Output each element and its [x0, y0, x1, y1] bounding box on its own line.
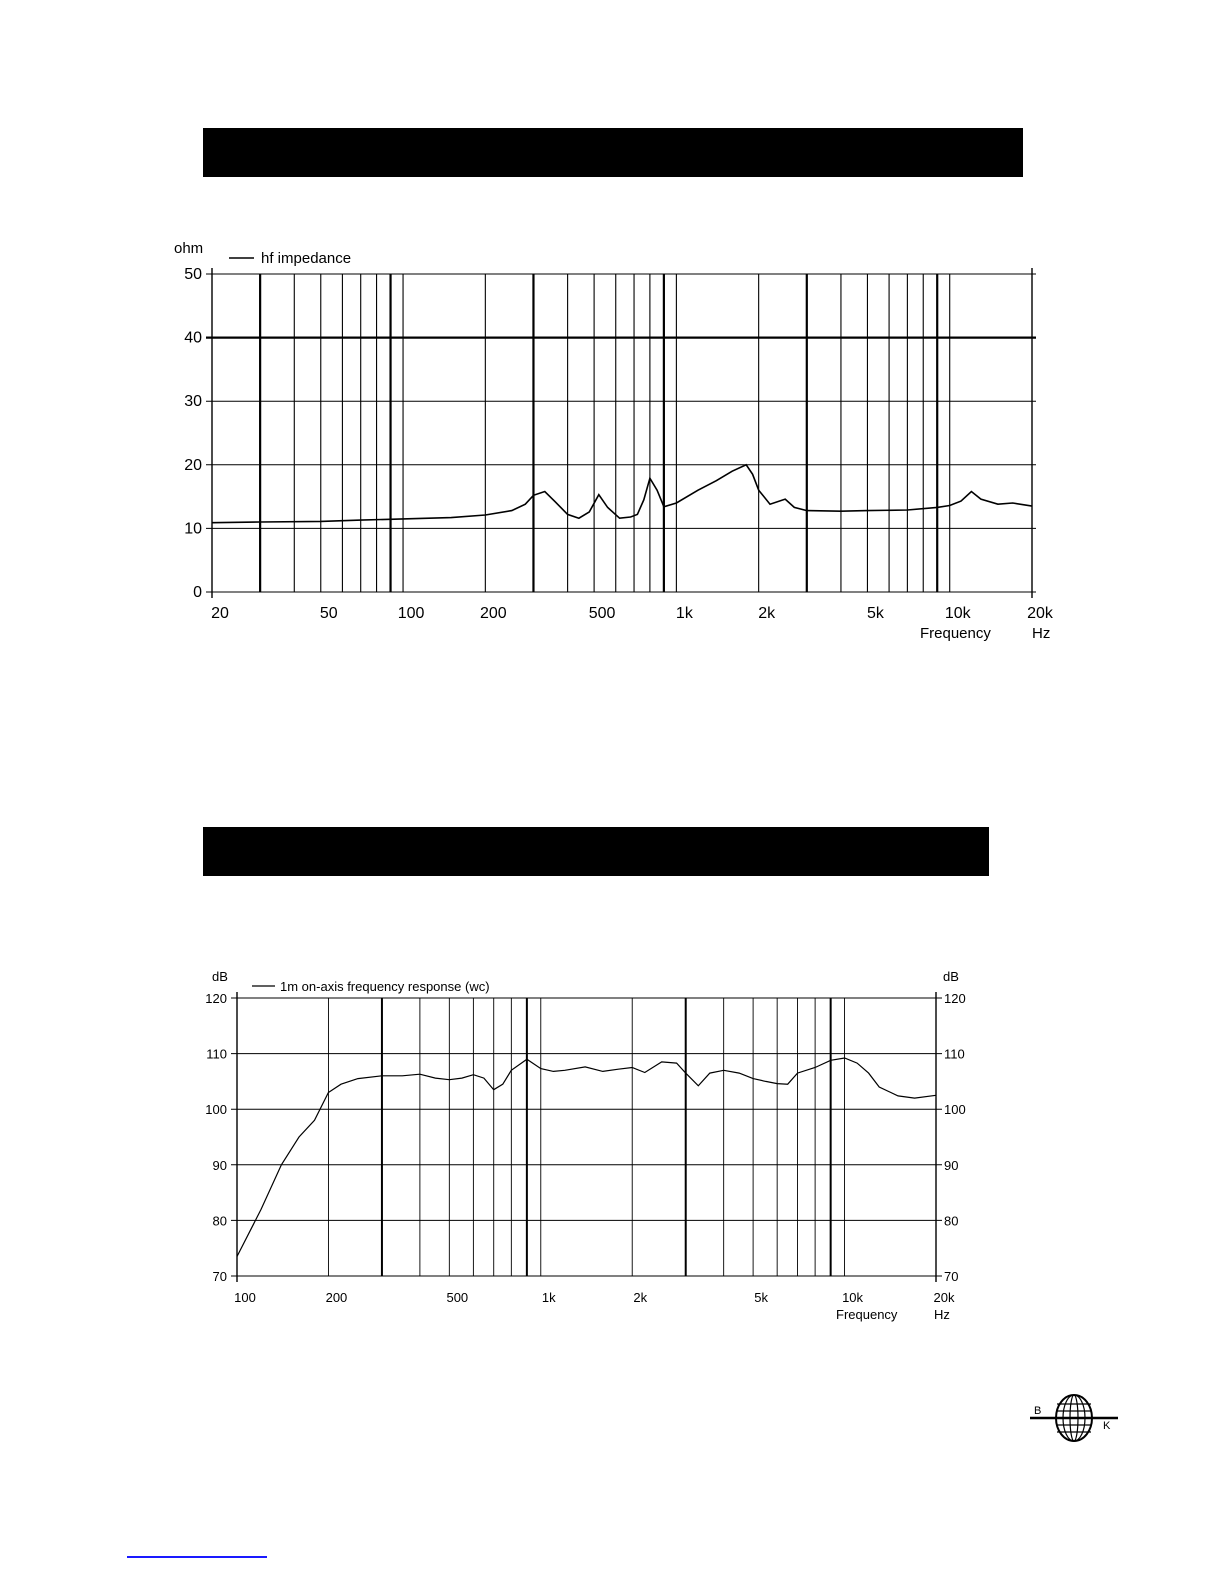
- x-unit-label: Hz: [1032, 625, 1051, 642]
- x-tick-label: 200: [325, 1290, 348, 1305]
- y-tick-label: 90: [212, 1157, 227, 1173]
- y-tick-label-right: 110: [944, 1046, 965, 1062]
- x-tick-label: 1k: [541, 1290, 556, 1305]
- y-unit-label-left: dB: [212, 969, 228, 984]
- y-tick-label: 10: [184, 520, 202, 538]
- globe-icon: [1030, 1395, 1118, 1441]
- x-tick-label: 1k: [675, 605, 693, 622]
- x-axis-label: Frequency: [920, 625, 991, 642]
- x-tick-label: 100: [234, 1290, 256, 1305]
- bk-globe-logo: [1028, 1392, 1120, 1444]
- x-tick-label: 5k: [754, 1290, 768, 1305]
- y-tick-label: 110: [206, 1046, 227, 1062]
- y-tick-label-right: 120: [944, 991, 966, 1006]
- y-tick-label: 70: [212, 1269, 227, 1284]
- x-tick-label: 50: [319, 605, 338, 622]
- y-tick-label: 20: [184, 456, 202, 474]
- x-axis-label: Frequency: [836, 1307, 898, 1322]
- y-unit-label: ohm: [174, 240, 204, 257]
- y-unit-label-right: dB: [943, 969, 959, 984]
- chart-background: [190, 966, 1000, 1336]
- x-tick-label: 5k: [866, 605, 884, 622]
- x-tick-label: 500: [446, 1290, 469, 1305]
- logo-letter-k: K: [1103, 1420, 1111, 1432]
- y-tick-label-right: 100: [944, 1102, 966, 1118]
- y-tick-label: 0: [193, 584, 202, 601]
- legend-label: 1m on-axis frequency response (wc): [280, 979, 490, 994]
- x-tick-label: 2k: [633, 1290, 648, 1305]
- y-tick-label-right: 70: [944, 1269, 959, 1284]
- x-tick-label: 10k: [944, 605, 971, 622]
- y-tick-label: 50: [184, 266, 202, 283]
- y-tick-label: 30: [184, 393, 202, 411]
- y-tick-label: 100: [205, 1102, 227, 1118]
- y-tick-label-right: 90: [944, 1157, 959, 1173]
- y-tick-label: 120: [205, 991, 227, 1006]
- y-tick-label: 80: [212, 1213, 227, 1229]
- x-tick-label: 20k: [1027, 605, 1053, 622]
- legend-label: hf impedance: [261, 250, 352, 267]
- x-unit-label: Hz: [934, 1307, 950, 1322]
- x-tick-label: 200: [479, 605, 507, 622]
- x-tick-label: 10k: [842, 1290, 864, 1305]
- x-tick-label: 20: [211, 605, 229, 622]
- x-tick-label: 100: [397, 605, 425, 622]
- x-tick-label: 2k: [758, 605, 776, 622]
- x-tick-label: 20k: [933, 1290, 955, 1305]
- footer-link-underline[interactable]: [127, 1556, 267, 1558]
- logo-letter-b: B: [1034, 1405, 1042, 1417]
- y-tick-label: 40: [184, 329, 202, 347]
- x-tick-label: 500: [588, 605, 616, 622]
- y-tick-label-right: 80: [944, 1213, 959, 1229]
